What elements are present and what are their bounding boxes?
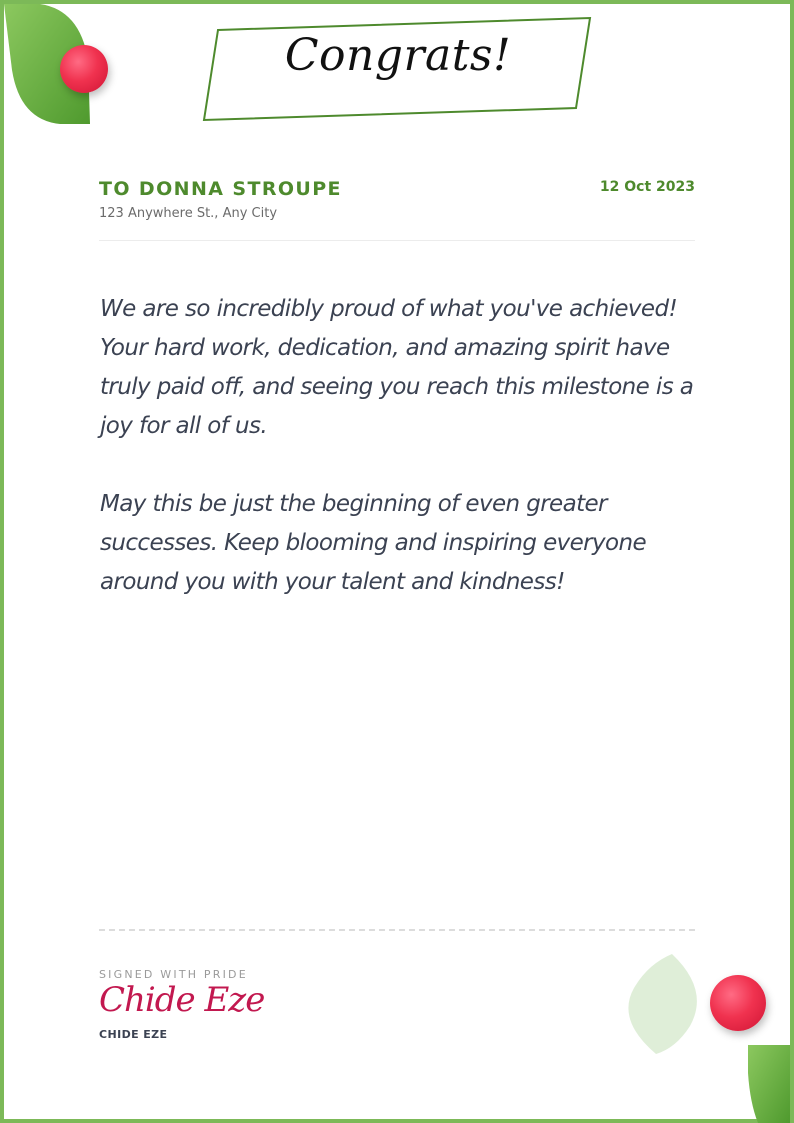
red-berry-decoration: [710, 975, 766, 1031]
letter-date: 12 Oct 2023: [599, 179, 695, 195]
message-paragraph: We are so incredibly proud of what you've achieved! Your hard work, dedication, and amazing spirit have truly paid off, and seeing you reach this milestone is a joy for all of us.: [100, 296, 694, 439]
signer-name: CHIDE EZE: [99, 1028, 168, 1041]
header-divider: [99, 240, 695, 241]
recipient-address: 123 Anywhere St., Any City: [99, 206, 278, 221]
red-berry-decoration: [60, 45, 108, 93]
signature: Chide Eze: [99, 980, 265, 1020]
footer-divider: [99, 929, 695, 931]
title-text: Congrats!: [284, 30, 512, 81]
signed-label: SIGNED WITH PRIDE: [99, 968, 248, 981]
green-leaf-decoration: [746, 1043, 794, 1123]
pale-leaf-decoration: [620, 950, 706, 1058]
message-paragraph: May this be just the beginning of even greater successes. Keep blooming and inspiring everyone around you with your talent and kindness!: [100, 491, 647, 595]
recipient-name: TO DONNA STROUPE: [99, 178, 342, 200]
message-body: [100, 290, 700, 641]
